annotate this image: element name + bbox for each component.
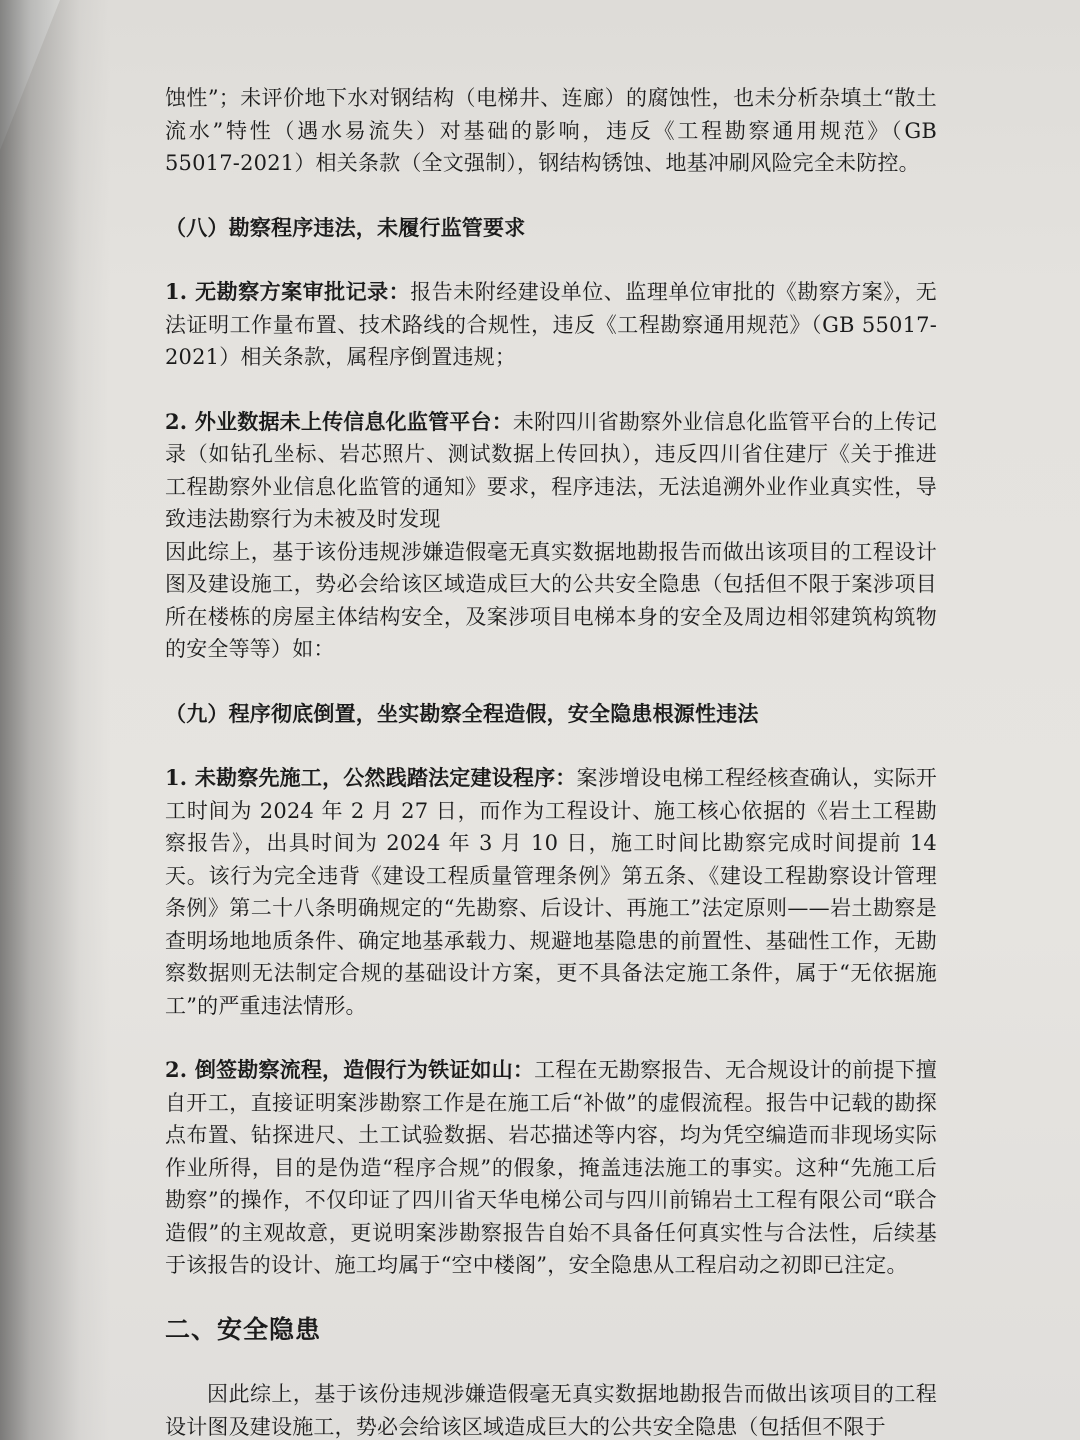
item-9-1 (165, 762, 937, 1022)
item-8-1-text: 报告未附经建设单位、监理单位审批的《勘察方案》，无法证明工作量布置、技术路线的合规性，违反《工程勘察通用规范》（GB 55017-2021）相关条款，属程序倒置违规； (165, 280, 937, 369)
item-8-2-text: 未附四川省勘察外业信息化监管平台的上传记录（如钻孔坐标、岩芯照片、测试数据上传回执），违反四川省住建厅《关于推进工程勘察外业信息化监管的通知》要求，程序违法，无法追溯外业作业真实性，导致违法勘察行为未被及时发现 (165, 409, 937, 531)
item-8-1 (165, 276, 937, 374)
item-9-1-lead: 1. 未勘察先施工，公然践踏法定建设程序： (165, 765, 577, 790)
item-8-1-lead: 1. 无勘察方案审批记录： (165, 279, 411, 304)
intro-paragraph: 蚀性”；未评价地下水对钢结构（电梯井、连廊）的腐蚀性，也未分析杂填土“散土流水”特性（遇水易流失）对基础的影响，违反《工程勘察通用规范》（GB 55017-2021）相关条款（全文强制），钢结构锈蚀、地基冲刷风险完全未防控。 (165, 86, 937, 175)
summary-paragraph: 因此综上，基于该份违规涉嫌造假毫无真实数据地勘报告而做出该项目的工程设计图及建设施工，势必会给该区域造成巨大的公共安全隐患（包括但不限于案涉项目所在楼栋的房屋主体结构安全，及案涉项目电梯本身的安全及周边相邻建筑构筑物的安全等等）如： (165, 539, 937, 661)
item-9-2 (165, 1054, 937, 1282)
item-9-1-text: 案涉增设电梯工程经核查确认，实际开工时间为 2024 年 2 月 27 日，而作为工程设计、施工核心依据的《岩土工程勘察报告》，出具时间为 2024 年 3 月 10 日，施工时间比勘察完成时间提前 14 天。该行为完全违背《建设工程质量管理条例》第五条、《建设工程勘察设计管理条例》第二十八条明确规定的“先勘察、后设计、再施工”法定原则——岩土勘察是查明场地地质条件、确定地基承载力、规避地基隐患的前置性、基础性工作，无勘察数据则无法制定合规的基础设计方案，更不具备法定施工条件，属于“无依据施工”的严重违法情形。 (165, 766, 938, 1018)
section-2-title: 二、安全隐患 (165, 1314, 322, 1344)
paper-corner (0, 0, 60, 150)
heading-section-8: （八）勘察程序违法，未履行监管要求 (165, 214, 526, 240)
document-body (165, 82, 937, 1440)
item-9-2-text: 工程在无勘察报告、无合规设计的前提下擅自开工，直接证明案涉勘察工作是在施工后“补做”的虚假流程。报告中记载的勘探点布置、钻探进尺、土工试验数据、岩芯描述等内容，均为凭空编造而非现场实际作业所得，目的是伪造“程序合规”的假象，掩盖违法施工的事实。这种“先施工后勘察”的操作，不仅印证了四川省天华电梯公司与四川前锦岩土工程有限公司“联合造假”的主观故意，更说明案涉勘察报告自始不具备任何真实性与合法性，后续基于该报告的设计、施工均属于“空中楼阁”，安全隐患从工程启动之初即已注定。 (165, 1058, 937, 1277)
heading-section-9: （九）程序彻底倒置，坐实勘察全程造假，安全隐患根源性违法 (165, 700, 759, 726)
item-8-2 (165, 406, 937, 536)
section-2-paragraph: 因此综上，基于该份违规涉嫌造假毫无真实数据地勘报告而做出该项目的工程设计图及建设施工，势必会给该区域造成巨大的公共安全隐患（包括但不限于 (165, 1382, 937, 1439)
item-9-2-lead: 2. 倒签勘察流程，造假行为铁证如山： (165, 1057, 535, 1082)
item-8-2-lead: 2. 外业数据未上传信息化监管平台： (165, 408, 513, 434)
